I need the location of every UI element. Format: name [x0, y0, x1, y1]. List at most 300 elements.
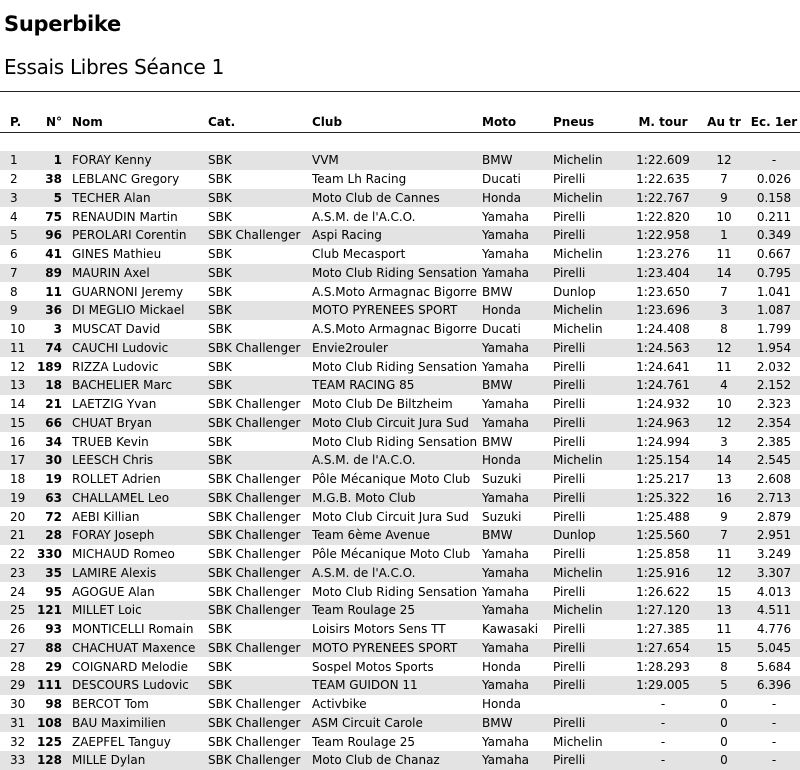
cell-best-lap: 1:25.858: [636, 547, 690, 562]
cell-position: 26: [10, 622, 26, 637]
cell-bike: Yamaha: [482, 734, 530, 749]
cell-lap-count: 13: [700, 601, 748, 620]
header-number: N°: [45, 115, 62, 129]
cell-number: 95: [45, 584, 62, 599]
cell-category: SBK Challenger: [208, 751, 312, 770]
cell-best-lap: 1:24.963: [626, 414, 700, 433]
cell-gap: 3.307: [748, 564, 800, 583]
cell-category: SBK Challenger: [208, 564, 312, 583]
cell-best-lap: 1:27.654: [626, 639, 700, 658]
cell-gap: -: [771, 734, 777, 749]
table-row: [0, 620, 800, 639]
cell-number: 66: [36, 414, 72, 433]
cell-gap: 0.795: [748, 264, 800, 283]
cell-category: SBK Challenger: [208, 397, 301, 412]
cell-best-lap: -: [626, 751, 700, 770]
cell-position: 1: [0, 151, 36, 170]
cell-lap-count: 3: [700, 301, 748, 320]
cell-club: Envie2rouler: [312, 339, 482, 358]
cell-category: SBK: [208, 322, 232, 337]
cell-number: 34: [45, 434, 62, 449]
header-gap: Ec. 1er: [750, 115, 798, 129]
cell-rider-name: MILLET Loic: [72, 601, 208, 620]
cell-position: 18: [10, 472, 26, 487]
cell-best-lap: 1:23.276: [636, 247, 690, 262]
cell-lap-count: 7: [720, 172, 728, 187]
cell-gap: 2.032: [756, 359, 792, 374]
cell-position: 28: [10, 659, 26, 674]
cell-club: A.S.M. de l'A.C.O.: [312, 451, 482, 470]
cell-bike: BMW: [482, 526, 553, 545]
cell-lap-count: 4: [700, 376, 748, 395]
cell-category: SBK Challenger: [208, 639, 312, 658]
cell-tyres: Michelin: [553, 451, 626, 470]
cell-club: A.S.M. de l'A.C.O.: [312, 209, 416, 224]
cell-club: ASM Circuit Carole: [312, 714, 482, 733]
cell-gap: 3.249: [756, 547, 792, 562]
cell-number: 96: [36, 226, 72, 245]
cell-lap-count: 11: [716, 247, 732, 262]
cell-number: 111: [36, 676, 72, 695]
cell-rider-name: MAURIN Axel: [72, 264, 208, 283]
cell-gap: 5.045: [748, 639, 800, 658]
table-row: [0, 489, 800, 508]
cell-best-lap: 1:24.563: [626, 339, 700, 358]
cell-gap: 5.684: [756, 659, 792, 674]
cell-lap-count: 11: [716, 622, 732, 637]
cell-gap: 4.511: [748, 601, 800, 620]
cell-position: 31: [0, 714, 36, 733]
cell-gap: 2.354: [748, 414, 800, 433]
cell-category: SBK Challenger: [208, 547, 301, 562]
cell-club: Moto Club Riding Sensation: [312, 434, 478, 449]
cell-club: VVM: [312, 151, 482, 170]
cell-bike: Honda: [482, 451, 553, 470]
cell-bike: Yamaha: [482, 639, 553, 658]
cell-best-lap: 1:24.408: [636, 322, 690, 337]
cell-number: 63: [36, 489, 72, 508]
cell-rider-name: MICHAUD Romeo: [72, 547, 175, 562]
cell-best-lap: -: [626, 714, 700, 733]
cell-club: Moto Club de Chanaz: [312, 751, 482, 770]
cell-club: Team Roulage 25: [312, 734, 416, 749]
header-bike: Moto: [482, 115, 517, 129]
cell-bike: Yamaha: [482, 414, 553, 433]
cell-bike: Yamaha: [482, 264, 553, 283]
cell-best-lap: 1:28.293: [636, 659, 690, 674]
table-row: [0, 376, 800, 395]
cell-best-lap: 1:22.820: [636, 209, 690, 224]
table-row: [0, 582, 800, 601]
cell-position: 8: [10, 284, 18, 299]
header-club: Club: [312, 115, 343, 129]
cell-rider-name: GINES Mathieu: [72, 247, 162, 262]
cell-rider-name: LAMIRE Alexis: [72, 564, 208, 583]
table-row: [0, 564, 800, 583]
cell-best-lap: 1:25.154: [626, 451, 700, 470]
cell-gap: -: [748, 714, 800, 733]
cell-position: 22: [10, 547, 26, 562]
table-row: [0, 601, 800, 620]
table-row: [0, 264, 800, 283]
cell-best-lap: 1:22.767: [626, 189, 700, 208]
cell-category: SBK Challenger: [208, 601, 312, 620]
cell-club: TEAM RACING 85: [312, 376, 482, 395]
cell-lap-count: 12: [700, 564, 748, 583]
header-tyres: Pneus: [553, 115, 595, 129]
cell-category: SBK Challenger: [208, 489, 312, 508]
cell-category: SBK: [208, 622, 232, 637]
cell-category: SBK Challenger: [208, 509, 301, 524]
table-row: [0, 545, 800, 564]
cell-club: Moto Club Circuit Jura Sud: [312, 414, 482, 433]
cell-rider-name: BACHELIER Marc: [72, 376, 208, 395]
cell-lap-count: 9: [720, 509, 728, 524]
cell-rider-name: MONTICELLI Romain: [72, 622, 194, 637]
cell-club: Club Mecasport: [312, 247, 406, 262]
cell-rider-name: CAUCHI Ludovic: [72, 339, 208, 358]
cell-rider-name: RENAUDIN Martin: [72, 209, 178, 224]
table-row: [0, 470, 800, 489]
cell-rider-name: COIGNARD Melodie: [72, 659, 188, 674]
cell-best-lap: 1:25.217: [636, 472, 690, 487]
cell-tyres: Pirelli: [553, 751, 626, 770]
cell-tyres: Pirelli: [553, 639, 626, 658]
cell-club: TEAM GUIDON 11: [312, 676, 482, 695]
cell-gap: 1.087: [748, 301, 800, 320]
cell-gap: -: [748, 751, 800, 770]
cell-number: 41: [45, 247, 62, 262]
header-name: Nom: [72, 115, 103, 129]
cell-best-lap: -: [660, 734, 666, 749]
table-row: [0, 207, 800, 226]
cell-best-lap: 1:23.696: [626, 301, 700, 320]
cell-tyres: Pirelli: [553, 172, 586, 187]
cell-bike: Yamaha: [482, 226, 553, 245]
table-row: [0, 395, 800, 414]
table-row: [0, 320, 800, 339]
cell-rider-name: MUSCAT David: [72, 322, 161, 337]
cell-club: Moto Club De Biltzheim: [312, 397, 453, 412]
cell-club: Moto Club Riding Sensation: [312, 264, 482, 283]
cell-gap: 2.608: [756, 472, 792, 487]
cell-tyres: Pirelli: [553, 359, 586, 374]
cell-gap: 2.545: [748, 451, 800, 470]
cell-bike: BMW: [482, 376, 553, 395]
cell-lap-count: 13: [716, 472, 732, 487]
table-row: [0, 639, 800, 658]
cell-gap: 1.041: [756, 284, 792, 299]
cell-category: SBK: [208, 434, 232, 449]
table-row: [0, 714, 800, 733]
cell-club: Activbike: [312, 697, 367, 712]
cell-rider-name: BAU Maximilien: [72, 714, 208, 733]
cell-rider-name: FORAY Kenny: [72, 151, 208, 170]
cell-club: Team 6ème Avenue: [312, 526, 482, 545]
cell-tyres: Dunlop: [553, 284, 596, 299]
cell-tyres: Pirelli: [553, 489, 626, 508]
table-row: [0, 657, 800, 676]
cell-rider-name: FORAY Joseph: [72, 526, 208, 545]
cell-best-lap: 1:27.120: [626, 601, 700, 620]
cell-best-lap: 1:22.609: [626, 151, 700, 170]
cell-lap-count: 7: [720, 284, 728, 299]
cell-position: 29: [0, 676, 36, 695]
cell-number: 128: [36, 751, 72, 770]
cell-rider-name: AGOGUE Alan: [72, 584, 155, 599]
cell-position: 7: [0, 264, 36, 283]
cell-number: 189: [36, 359, 62, 374]
cell-category: SBK: [208, 451, 312, 470]
cell-tyres: Michelin: [553, 247, 603, 262]
cell-lap-count: 14: [700, 451, 748, 470]
cell-position: 32: [10, 734, 26, 749]
cell-bike: Yamaha: [482, 359, 530, 374]
cell-position: 21: [0, 526, 36, 545]
top-divider: [0, 91, 800, 92]
cell-tyres: Pirelli: [553, 264, 626, 283]
cell-best-lap: 1:23.650: [636, 284, 690, 299]
cell-gap: 0.158: [748, 189, 800, 208]
cell-number: 19: [45, 472, 62, 487]
cell-gap: 2.152: [748, 376, 800, 395]
cell-lap-count: 0: [720, 734, 728, 749]
cell-category: SBK Challenger: [208, 734, 301, 749]
cell-club: A.S.M. de l'A.C.O.: [312, 564, 482, 583]
cell-position: 2: [10, 172, 18, 187]
cell-lap-count: 11: [716, 359, 732, 374]
cell-lap-count: 8: [720, 659, 728, 674]
cell-rider-name: PEROLARI Corentin: [72, 226, 208, 245]
cell-club: Sospel Motos Sports: [312, 659, 434, 674]
cell-bike: BMW: [482, 434, 513, 449]
cell-position: 12: [10, 359, 26, 374]
cell-bike: Suzuki: [482, 509, 522, 524]
cell-club: Team Lh Racing: [312, 172, 407, 187]
cell-category: SBK: [208, 676, 312, 695]
cell-category: SBK Challenger: [208, 526, 312, 545]
table-header-row: [0, 112, 800, 132]
cell-club: Pôle Mécanique Moto Club: [312, 547, 471, 562]
cell-category: SBK: [208, 359, 232, 374]
cell-lap-count: 15: [716, 584, 732, 599]
cell-tyres: Michelin: [553, 601, 626, 620]
cell-position: 19: [0, 489, 36, 508]
table-row: [0, 695, 800, 714]
cell-club: Moto Club de Cannes: [312, 189, 482, 208]
cell-tyres: Michelin: [553, 564, 626, 583]
cell-category: SBK: [208, 376, 312, 395]
cell-gap: -: [771, 697, 777, 712]
cell-bike: Honda: [482, 697, 521, 712]
cell-position: 3: [0, 189, 36, 208]
cell-lap-count: 15: [700, 639, 748, 658]
cell-rider-name: BERCOT Tom: [72, 697, 149, 712]
cell-rider-name: DI MEGLIO Mickael: [72, 301, 208, 320]
cell-number: 121: [36, 601, 72, 620]
cell-rider-name: RIZZA Ludovic: [72, 359, 159, 374]
cell-rider-name: CHUAT Bryan: [72, 414, 208, 433]
cell-position: 5: [0, 226, 36, 245]
cell-lap-count: 0: [700, 714, 748, 733]
cell-club: MOTO PYRENEES SPORT: [312, 639, 482, 658]
cell-bike: Yamaha: [482, 751, 553, 770]
cell-rider-name: CHALLAMEL Leo: [72, 489, 208, 508]
cell-tyres: Pirelli: [553, 659, 586, 674]
cell-club: M.G.B. Moto Club: [312, 489, 482, 508]
cell-gap: 2.385: [756, 434, 792, 449]
table-row: [0, 526, 800, 545]
cell-rider-name: LAETZIG Yvan: [72, 397, 157, 412]
cell-tyres: Pirelli: [553, 584, 586, 599]
cell-best-lap: 1:25.560: [626, 526, 700, 545]
cell-number: 125: [36, 734, 62, 749]
cell-rider-name: TRUEB Kevin: [72, 434, 149, 449]
cell-position: 9: [0, 301, 36, 320]
cell-bike: Yamaha: [482, 209, 530, 224]
table-row: [0, 676, 800, 695]
cell-lap-count: 14: [700, 264, 748, 283]
cell-number: 74: [36, 339, 72, 358]
cell-best-lap: 1:25.322: [626, 489, 700, 508]
cell-bike: BMW: [482, 714, 553, 733]
page-title: Superbike: [4, 12, 121, 36]
cell-bike: Yamaha: [482, 584, 530, 599]
cell-number: 72: [45, 509, 62, 524]
cell-position: 33: [0, 751, 36, 770]
cell-tyres: Pirelli: [553, 434, 586, 449]
cell-tyres: Michelin: [553, 322, 603, 337]
cell-rider-name: ROLLET Adrien: [72, 472, 161, 487]
cell-position: 6: [10, 247, 18, 262]
cell-number: 3: [53, 322, 62, 337]
cell-rider-name: CHACHUAT Maxence: [72, 639, 208, 658]
cell-tyres: Michelin: [553, 734, 603, 749]
cell-gap: 6.396: [748, 676, 800, 695]
cell-category: SBK: [208, 247, 232, 262]
header-category: Cat.: [208, 115, 236, 129]
cell-gap: 2.323: [756, 397, 792, 412]
cell-position: 15: [0, 414, 36, 433]
cell-tyres: Michelin: [553, 301, 626, 320]
cell-club: Loisirs Motors Sens TT: [312, 622, 446, 637]
cell-position: 11: [0, 339, 36, 358]
cell-lap-count: 10: [716, 209, 732, 224]
cell-best-lap: 1:22.958: [626, 226, 700, 245]
cell-position: 10: [10, 322, 26, 337]
cell-number: 38: [45, 172, 62, 187]
cell-category: SBK: [208, 264, 312, 283]
table-row: [0, 751, 800, 770]
cell-category: SBK Challenger: [208, 414, 312, 433]
cell-lap-count: 12: [700, 151, 748, 170]
cell-position: 30: [10, 697, 26, 712]
cell-lap-count: 3: [720, 434, 728, 449]
cell-position: 14: [10, 397, 26, 412]
cell-gap: 4.776: [756, 622, 792, 637]
cell-club: Aspi Racing: [312, 226, 482, 245]
cell-club: MOTO PYRENEES SPORT: [312, 301, 482, 320]
cell-number: 28: [36, 526, 72, 545]
header-best-lap: M. tour: [638, 115, 688, 129]
cell-bike: BMW: [482, 151, 553, 170]
cell-bike: Yamaha: [482, 676, 553, 695]
cell-number: 88: [36, 639, 72, 658]
cell-best-lap: 1:25.488: [636, 509, 690, 524]
cell-tyres: [553, 695, 626, 714]
cell-category: SBK: [208, 284, 232, 299]
session-subtitle: Essais Libres Séance 1: [4, 55, 225, 79]
cell-position: 27: [0, 639, 36, 658]
cell-club: A.S.Moto Armagnac Bigorre: [312, 322, 478, 337]
cell-tyres: Pirelli: [553, 547, 586, 562]
cell-category: SBK: [208, 189, 312, 208]
cell-best-lap: 1:22.635: [636, 172, 690, 187]
cell-lap-count: 10: [716, 397, 732, 412]
cell-bike: Yamaha: [482, 247, 530, 262]
cell-number: 98: [45, 697, 62, 712]
table-row: [0, 301, 800, 320]
cell-best-lap: 1:24.932: [636, 397, 690, 412]
cell-category: SBK: [208, 301, 312, 320]
cell-position: 24: [10, 584, 26, 599]
cell-gap: 4.013: [756, 584, 792, 599]
cell-bike: Honda: [482, 659, 521, 674]
cell-number: 29: [45, 659, 62, 674]
table-row: [0, 151, 800, 170]
cell-lap-count: 0: [720, 697, 728, 712]
table-row: [0, 451, 800, 470]
cell-lap-count: 12: [700, 414, 748, 433]
cell-bike: Ducati: [482, 172, 521, 187]
cell-rider-name: AEBI Killian: [72, 509, 140, 524]
cell-bike: Yamaha: [482, 339, 553, 358]
results-table: [0, 112, 800, 770]
cell-category: SBK Challenger: [208, 472, 301, 487]
table-row: [0, 282, 800, 301]
cell-lap-count: 9: [700, 189, 748, 208]
table-row: [0, 732, 800, 751]
cell-position: 20: [10, 509, 26, 524]
table-row: [0, 170, 800, 189]
cell-position: 13: [0, 376, 36, 395]
cell-category: SBK Challenger: [208, 697, 301, 712]
cell-best-lap: 1:24.994: [636, 434, 690, 449]
cell-lap-count: 12: [700, 339, 748, 358]
cell-bike: Yamaha: [482, 601, 553, 620]
cell-tyres: Pirelli: [553, 376, 626, 395]
cell-position: 23: [0, 564, 36, 583]
cell-rider-name: ZAEPFEL Tanguy: [72, 734, 171, 749]
cell-club: A.S.Moto Armagnac Bigorre: [312, 284, 478, 299]
cell-lap-count: 1: [700, 226, 748, 245]
cell-number: 11: [45, 284, 62, 299]
cell-club: Pôle Mécanique Moto Club: [312, 472, 471, 487]
cell-lap-count: 0: [700, 751, 748, 770]
cell-number: 36: [36, 301, 72, 320]
header-position: P.: [10, 115, 22, 129]
cell-lap-count: 5: [700, 676, 748, 695]
cell-tyres: Pirelli: [553, 339, 626, 358]
cell-number: 1: [36, 151, 72, 170]
cell-gap: 2.879: [756, 509, 792, 524]
cell-rider-name: DESCOURS Ludovic: [72, 676, 208, 695]
cell-category: SBK: [208, 209, 232, 224]
cell-bike: Honda: [482, 301, 553, 320]
cell-position: 4: [10, 209, 18, 224]
table-row: [0, 339, 800, 358]
cell-number: 93: [45, 622, 62, 637]
